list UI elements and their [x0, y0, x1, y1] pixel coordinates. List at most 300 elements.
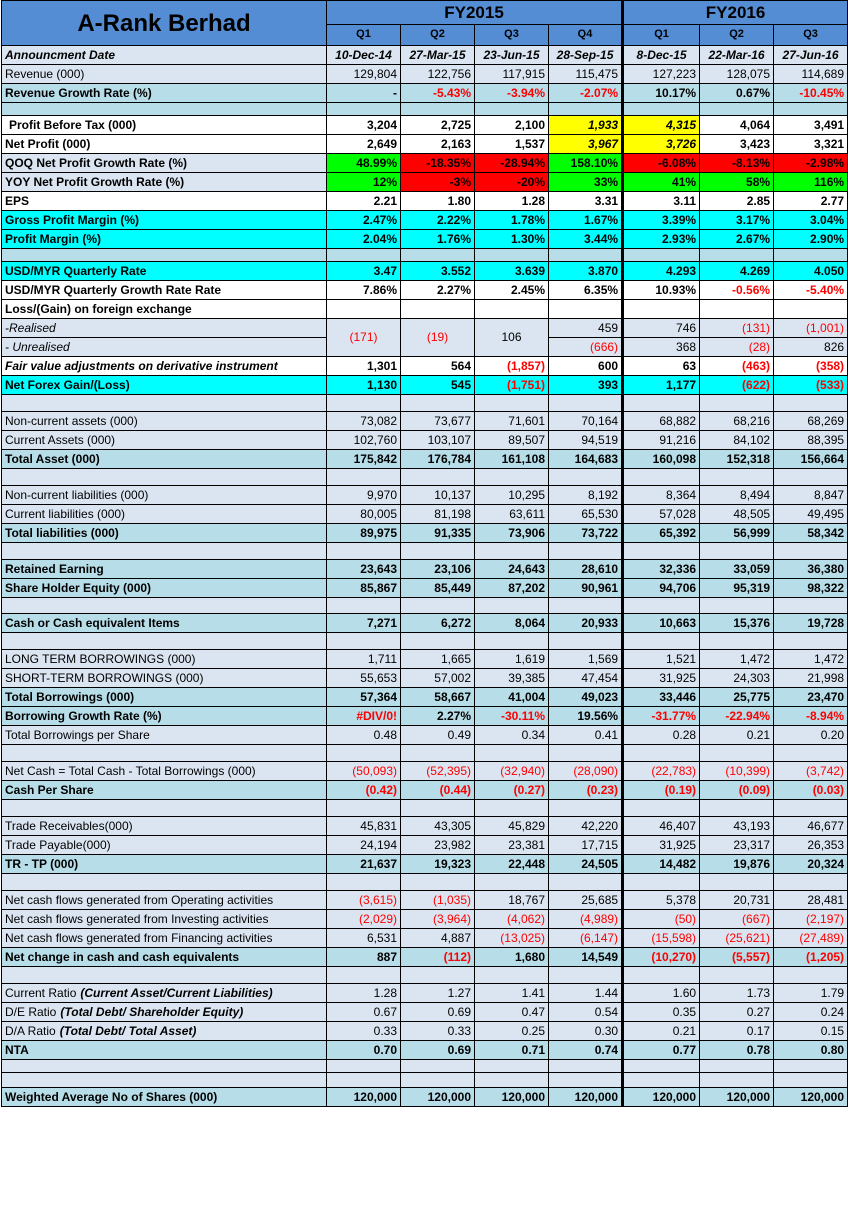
table-row	[2, 46, 848, 65]
value-cell: 2.67%	[700, 230, 774, 249]
value-cell: 14,482	[623, 855, 700, 874]
value-cell: 120,000	[401, 1088, 475, 1107]
value-cell: (32,940)	[475, 762, 549, 781]
value-cell: 25,685	[549, 891, 623, 910]
value-cell: (0.03)	[774, 781, 848, 800]
row-label	[2, 1041, 327, 1060]
empty-cell	[774, 800, 848, 817]
value-cell: 6,531	[327, 929, 401, 948]
value-cell: 32,336	[623, 560, 700, 579]
empty-cell	[774, 1060, 848, 1073]
value-cell: 45,829	[475, 817, 549, 836]
value-cell: 23,106	[401, 560, 475, 579]
table-row	[2, 855, 848, 874]
table-row	[2, 984, 848, 1003]
row-label-text: Cash Per Share	[5, 782, 94, 797]
table-row	[2, 431, 848, 450]
value-cell: 0.48	[327, 726, 401, 745]
value-cell: (1,751)	[475, 376, 549, 395]
value-cell: 120,000	[774, 1088, 848, 1107]
value-cell: 41%	[623, 173, 700, 192]
value-cell: 0.35	[623, 1003, 700, 1022]
value-cell: 2.04%	[327, 230, 401, 249]
row-label-text: Loss/(Gain) on foreign exchange	[5, 301, 192, 316]
empty-cell	[623, 967, 700, 984]
table-row	[2, 211, 848, 230]
value-cell: 4,887	[401, 929, 475, 948]
table-row	[2, 669, 848, 688]
value-cell: 1.80	[401, 192, 475, 211]
value-cell: 0.69	[401, 1041, 475, 1060]
value-cell: 0.54	[549, 1003, 623, 1022]
value-cell: 85,449	[401, 579, 475, 598]
value-cell: 8,847	[774, 486, 848, 505]
value-cell: 22,448	[475, 855, 549, 874]
value-cell: (28,090)	[549, 762, 623, 781]
table-row	[2, 300, 848, 319]
value-cell: 57,028	[623, 505, 700, 524]
empty-cell	[700, 249, 774, 262]
empty-cell	[2, 1073, 327, 1088]
value-cell: 43,305	[401, 817, 475, 836]
value-cell: 3,491	[774, 116, 848, 135]
row-label	[2, 135, 327, 154]
empty-cell	[700, 800, 774, 817]
row-label	[2, 357, 327, 376]
empty-cell	[549, 1060, 623, 1073]
value-cell: 91,335	[401, 524, 475, 543]
empty-cell	[623, 469, 700, 486]
spacer-row	[2, 543, 848, 560]
value-cell: 114,689	[774, 65, 848, 84]
value-cell: 0.67%	[700, 84, 774, 103]
value-cell: 6.35%	[549, 281, 623, 300]
value-cell: 0.67	[327, 1003, 401, 1022]
value-cell: 25,775	[700, 688, 774, 707]
value-cell: (0.23)	[549, 781, 623, 800]
value-cell: 26,353	[774, 836, 848, 855]
value-cell: -28.94%	[475, 154, 549, 173]
value-cell: 1,301	[327, 357, 401, 376]
row-label-text: D/A Ratio	[5, 1023, 56, 1038]
value-cell: 1,569	[549, 650, 623, 669]
row-label-text: Net cash flows generated from Operating activities	[5, 892, 274, 907]
value-cell: (25,621)	[700, 929, 774, 948]
empty-cell	[623, 543, 700, 560]
quarter-header: Q1	[327, 24, 401, 45]
row-label	[2, 192, 327, 211]
empty-cell	[401, 967, 475, 984]
value-cell: 1.27	[401, 984, 475, 1003]
value-cell: 393	[549, 376, 623, 395]
header-row	[2, 1, 848, 25]
value-cell: 20,933	[549, 614, 623, 633]
empty-cell	[401, 395, 475, 412]
row-label-text: Borrowing Growth Rate (%)	[5, 708, 162, 723]
value-cell: (0.27)	[475, 781, 549, 800]
empty-cell	[774, 745, 848, 762]
value-cell: 0.78	[700, 1041, 774, 1060]
empty-cell	[774, 874, 848, 891]
value-cell: (1,001)	[774, 319, 848, 338]
value-cell: (0.44)	[401, 781, 475, 800]
value-cell: 41,004	[475, 688, 549, 707]
value-cell: 73,677	[401, 412, 475, 431]
value-cell: 1.44	[549, 984, 623, 1003]
empty-cell	[401, 300, 475, 319]
value-cell: 122,756	[401, 65, 475, 84]
empty-cell	[549, 469, 623, 486]
value-cell: 3.31	[549, 192, 623, 211]
value-cell: 10,137	[401, 486, 475, 505]
row-label	[2, 560, 327, 579]
value-cell: (50)	[623, 910, 700, 929]
spacer-row	[2, 1060, 848, 1073]
value-cell: 0.15	[774, 1022, 848, 1041]
table-row	[2, 1088, 848, 1107]
row-label	[2, 707, 327, 726]
row-label	[2, 1088, 327, 1107]
value-cell: 120,000	[475, 1088, 549, 1107]
value-cell: (131)	[700, 319, 774, 338]
row-label-text: Fair value adjustments on derivative instrument	[5, 358, 278, 373]
row-label	[2, 230, 327, 249]
value-cell: 0.25	[475, 1022, 549, 1041]
table-row	[2, 84, 848, 103]
value-cell: 120,000	[623, 1088, 700, 1107]
empty-cell	[401, 249, 475, 262]
empty-cell	[401, 469, 475, 486]
value-cell: 45,831	[327, 817, 401, 836]
value-cell: 1.28	[475, 192, 549, 211]
empty-cell	[2, 800, 327, 817]
row-label-text: YOY Net Profit Growth Rate (%)	[5, 174, 185, 189]
value-cell: 18,767	[475, 891, 549, 910]
value-cell: 0.30	[549, 1022, 623, 1041]
value-cell: -31.77%	[623, 707, 700, 726]
value-cell: (3,964)	[401, 910, 475, 929]
value-cell: 3.17%	[700, 211, 774, 230]
value-cell: -8.94%	[774, 707, 848, 726]
value-cell: 85,867	[327, 579, 401, 598]
value-cell: (5,557)	[700, 948, 774, 967]
empty-cell	[700, 103, 774, 116]
row-label-text: Net Cash = Total Cash - Total Borrowings (000)	[5, 763, 256, 778]
empty-cell	[401, 874, 475, 891]
value-cell: -20%	[475, 173, 549, 192]
value-cell: 68,882	[623, 412, 700, 431]
row-label	[2, 505, 327, 524]
empty-cell	[774, 469, 848, 486]
table-row	[2, 948, 848, 967]
row-label-text: Net cash flows generated from Investing activities	[5, 911, 269, 926]
row-label	[2, 486, 327, 505]
empty-cell	[774, 598, 848, 614]
value-cell: 58,342	[774, 524, 848, 543]
value-cell: 48.99%	[327, 154, 401, 173]
value-cell: 28,610	[549, 560, 623, 579]
table-row	[2, 230, 848, 249]
value-cell: 31,925	[623, 669, 700, 688]
value-cell: 459	[549, 319, 623, 338]
value-cell: 73,082	[327, 412, 401, 431]
row-label	[2, 376, 327, 395]
value-cell: 116%	[774, 173, 848, 192]
empty-cell	[623, 1073, 700, 1088]
value-cell: 28,481	[774, 891, 848, 910]
value-cell: 0.17	[700, 1022, 774, 1041]
value-cell: 20,324	[774, 855, 848, 874]
value-cell: 94,706	[623, 579, 700, 598]
spacer-row	[2, 249, 848, 262]
value-cell: 4.293	[623, 262, 700, 281]
table-row	[2, 319, 848, 338]
empty-cell	[700, 633, 774, 650]
table-row	[2, 781, 848, 800]
value-cell: 3.11	[623, 192, 700, 211]
row-label	[2, 817, 327, 836]
value-cell: 2.93%	[623, 230, 700, 249]
table-row	[2, 281, 848, 300]
table-row	[2, 524, 848, 543]
value-cell: 1,711	[327, 650, 401, 669]
row-label-note: (Current Asset/Current Liabilities)	[80, 985, 273, 1000]
value-cell: 70,164	[549, 412, 623, 431]
table-row	[2, 192, 848, 211]
table-row	[2, 65, 848, 84]
value-cell: (28)	[700, 338, 774, 357]
row-label	[2, 431, 327, 450]
empty-cell	[475, 103, 549, 116]
row-label-text: USD/MYR Quarterly Rate	[5, 263, 147, 278]
value-cell: 2.90%	[774, 230, 848, 249]
empty-cell	[700, 874, 774, 891]
value-cell: 120,000	[327, 1088, 401, 1107]
value-cell: 368	[623, 338, 700, 357]
spacer-row	[2, 1073, 848, 1088]
value-cell: 117,915	[475, 65, 549, 84]
value-cell: 0.27	[700, 1003, 774, 1022]
value-cell: 91,216	[623, 431, 700, 450]
empty-cell	[700, 300, 774, 319]
row-label	[2, 1003, 327, 1022]
empty-cell	[700, 745, 774, 762]
row-label-text: Net cash flows generated from Financing activities	[5, 930, 273, 945]
value-cell: 10.93%	[623, 281, 700, 300]
value-cell: 1,130	[327, 376, 401, 395]
value-cell: 15,376	[700, 614, 774, 633]
value-cell: 58%	[700, 173, 774, 192]
empty-cell	[774, 395, 848, 412]
value-cell: (1,205)	[774, 948, 848, 967]
row-label	[2, 984, 327, 1003]
value-cell: 81,198	[401, 505, 475, 524]
empty-cell	[623, 745, 700, 762]
empty-cell	[2, 469, 327, 486]
value-cell: 65,530	[549, 505, 623, 524]
empty-cell	[475, 800, 549, 817]
value-cell: 58,667	[401, 688, 475, 707]
row-label-text: Gross Profit Margin (%)	[5, 212, 140, 227]
table-row	[2, 910, 848, 929]
row-label	[2, 281, 327, 300]
value-cell: 1,472	[774, 650, 848, 669]
row-label	[2, 173, 327, 192]
row-label	[2, 412, 327, 431]
value-cell: (4,989)	[549, 910, 623, 929]
value-cell: 4,064	[700, 116, 774, 135]
value-cell: 57,364	[327, 688, 401, 707]
value-cell: 19,323	[401, 855, 475, 874]
value-cell: 3.44%	[549, 230, 623, 249]
empty-cell	[475, 1073, 549, 1088]
value-cell: (3,615)	[327, 891, 401, 910]
empty-cell	[623, 874, 700, 891]
row-label	[2, 524, 327, 543]
row-label-text: Trade Receivables(000)	[5, 818, 133, 833]
value-cell: 95,319	[700, 579, 774, 598]
table-row	[2, 560, 848, 579]
value-cell: 1.28	[327, 984, 401, 1003]
empty-cell	[774, 543, 848, 560]
value-cell: 0.33	[327, 1022, 401, 1041]
table-row	[2, 505, 848, 524]
value-cell: 0.28	[623, 726, 700, 745]
row-label-text: Current Assets (000)	[5, 432, 116, 447]
value-cell: -2.07%	[549, 84, 623, 103]
value-cell: 33,446	[623, 688, 700, 707]
value-cell: -3%	[401, 173, 475, 192]
value-cell: (10,399)	[700, 762, 774, 781]
value-cell: 22-Mar-16	[700, 46, 774, 65]
row-label-text: - Unrealised	[5, 339, 70, 354]
row-label	[2, 726, 327, 745]
value-cell: 0.77	[623, 1041, 700, 1060]
empty-cell	[327, 633, 401, 650]
value-cell: 63,611	[475, 505, 549, 524]
row-label-note: (Total Debt/ Total Asset)	[59, 1023, 197, 1038]
row-label	[2, 1022, 327, 1041]
row-label-text: Net change in cash and cash equivalents	[5, 949, 240, 964]
empty-cell	[623, 103, 700, 116]
row-label-text: QOQ Net Profit Growth Rate (%)	[5, 155, 188, 170]
value-cell: 47,454	[549, 669, 623, 688]
value-cell: 73,906	[475, 524, 549, 543]
row-label-text: Announcment Date	[5, 47, 116, 62]
value-cell: (22,783)	[623, 762, 700, 781]
value-cell: 887	[327, 948, 401, 967]
value-cell: 2,725	[401, 116, 475, 135]
value-cell: 33,059	[700, 560, 774, 579]
quarter-header: Q4	[549, 24, 623, 45]
table-row	[2, 486, 848, 505]
value-cell: 7,271	[327, 614, 401, 633]
value-cell: -0.56%	[700, 281, 774, 300]
row-label	[2, 450, 327, 469]
row-label	[2, 891, 327, 910]
row-label-text: Net Profit (000)	[5, 136, 91, 151]
value-cell: 1,537	[475, 135, 549, 154]
value-cell: 1,472	[700, 650, 774, 669]
row-label-text: Retained Earning	[5, 561, 104, 576]
value-cell: (358)	[774, 357, 848, 376]
value-cell: 23,982	[401, 836, 475, 855]
empty-cell	[549, 249, 623, 262]
value-cell: (112)	[401, 948, 475, 967]
empty-cell	[774, 1073, 848, 1088]
table-row	[2, 412, 848, 431]
empty-cell	[401, 103, 475, 116]
empty-cell	[475, 543, 549, 560]
table-row	[2, 173, 848, 192]
value-cell: 88,395	[774, 431, 848, 450]
empty-cell	[475, 874, 549, 891]
empty-cell	[2, 598, 327, 614]
empty-cell	[700, 469, 774, 486]
value-cell: 0.20	[774, 726, 848, 745]
empty-cell	[401, 1073, 475, 1088]
row-label-text: Total liabilities (000)	[5, 525, 119, 540]
value-cell: 3.04%	[774, 211, 848, 230]
empty-cell	[401, 800, 475, 817]
empty-cell	[774, 249, 848, 262]
empty-cell	[401, 598, 475, 614]
value-cell: 1.79	[774, 984, 848, 1003]
value-cell: 24,303	[700, 669, 774, 688]
value-cell: 0.69	[401, 1003, 475, 1022]
value-cell: -30.11%	[475, 707, 549, 726]
value-cell: 0.74	[549, 1041, 623, 1060]
value-cell: 10.17%	[623, 84, 700, 103]
empty-cell	[549, 395, 623, 412]
value-cell: 1,521	[623, 650, 700, 669]
empty-cell	[327, 103, 401, 116]
value-cell: 36,380	[774, 560, 848, 579]
empty-cell	[623, 395, 700, 412]
empty-cell	[475, 745, 549, 762]
empty-cell	[700, 967, 774, 984]
row-label-text: Total Asset (000)	[5, 451, 100, 466]
value-cell: -18.35%	[401, 154, 475, 173]
value-cell: 3,204	[327, 116, 401, 135]
empty-cell	[327, 598, 401, 614]
value-cell: 14,549	[549, 948, 623, 967]
value-cell: 3,423	[700, 135, 774, 154]
value-cell: 1,177	[623, 376, 700, 395]
value-cell: 102,760	[327, 431, 401, 450]
empty-cell	[327, 543, 401, 560]
value-cell: 23,470	[774, 688, 848, 707]
value-cell: 2.27%	[401, 281, 475, 300]
value-cell: (463)	[700, 357, 774, 376]
fiscal-year-header: FY2015	[327, 1, 623, 25]
value-cell: 9,970	[327, 486, 401, 505]
value-cell: (15,598)	[623, 929, 700, 948]
value-cell: 158.10%	[549, 154, 623, 173]
value-cell: 826	[774, 338, 848, 357]
spacer-row	[2, 800, 848, 817]
empty-cell	[327, 1060, 401, 1073]
value-cell: -3.94%	[475, 84, 549, 103]
value-cell: 24,505	[549, 855, 623, 874]
table-row	[2, 1003, 848, 1022]
value-cell: 48,505	[700, 505, 774, 524]
table-row	[2, 688, 848, 707]
value-cell: 84,102	[700, 431, 774, 450]
value-cell: 10,663	[623, 614, 700, 633]
fiscal-year-header: FY2016	[623, 1, 848, 25]
value-cell: 128,075	[700, 65, 774, 84]
